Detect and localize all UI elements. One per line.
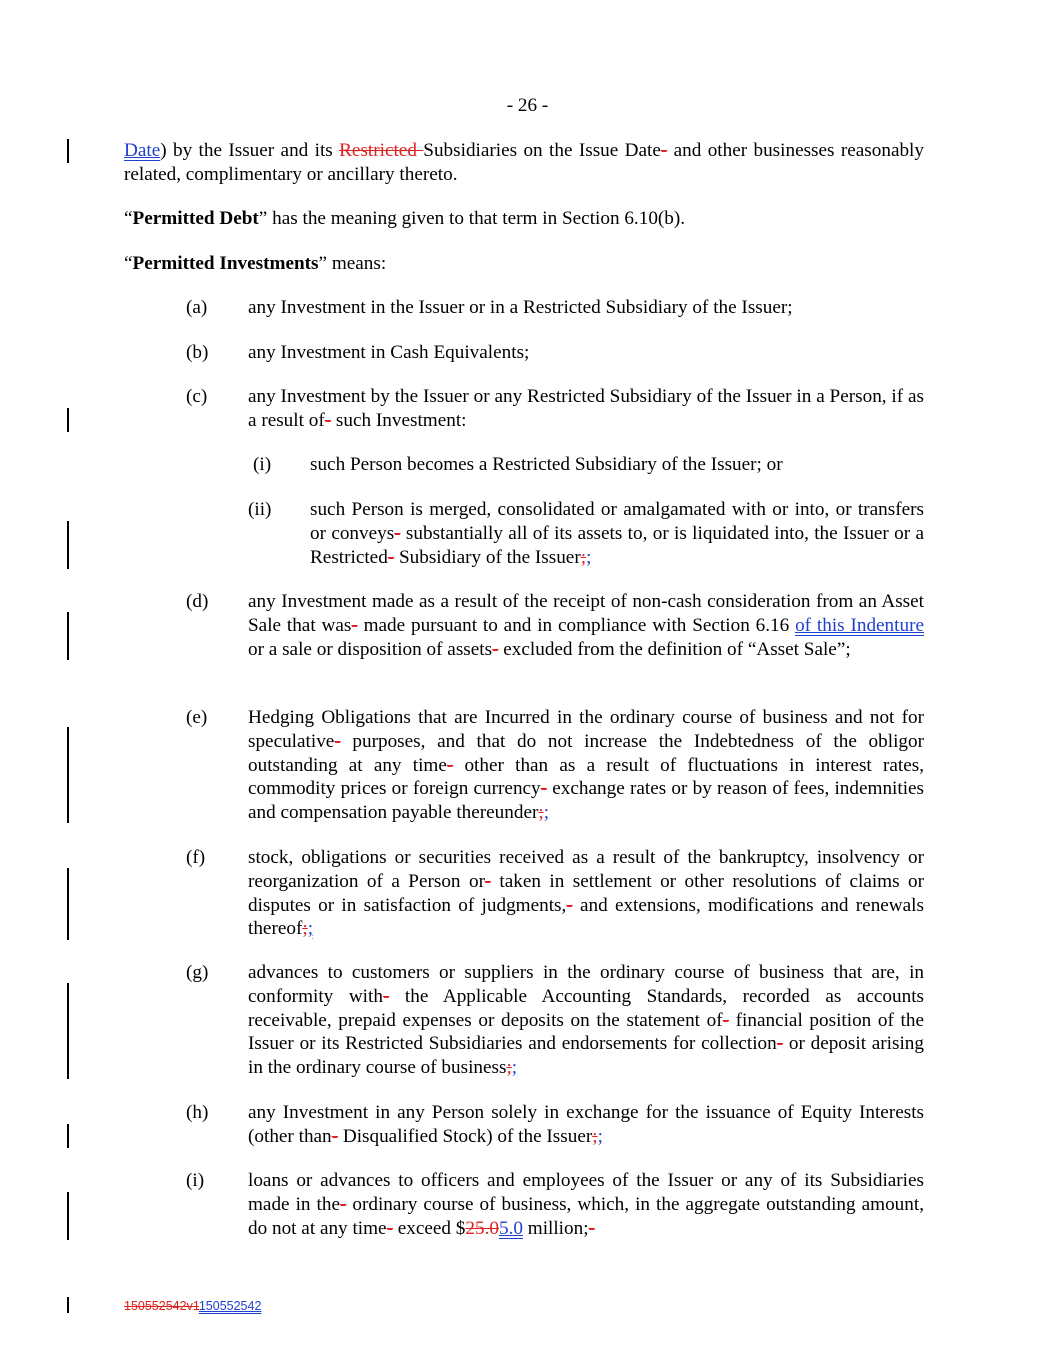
deleted-mark: - bbox=[324, 409, 332, 431]
item-text: any Investment in any Person solely in exchange for the issuance of Equity Interests (other than- Disqualified Stock) of the Issuer;; bbox=[248, 1102, 924, 1147]
deleted-mark: - bbox=[566, 894, 573, 916]
change-bar bbox=[67, 139, 69, 163]
date-link[interactable]: Date bbox=[124, 140, 161, 161]
deleted-mark: - bbox=[484, 870, 491, 892]
deleted-mark: ; bbox=[302, 918, 308, 940]
deleted-mark: - bbox=[386, 1217, 393, 1239]
inserted-doc-id: 150552542 bbox=[198, 1299, 262, 1313]
change-bar bbox=[67, 1192, 69, 1240]
inserted-mark: ; bbox=[586, 546, 592, 568]
deleted-mark: - bbox=[540, 778, 548, 800]
deleted-mark: - bbox=[776, 1033, 784, 1055]
deleted-mark: - bbox=[588, 1217, 595, 1239]
intro-paragraph: Date) by the Issuer and its Restricted Subsidiaries on the Issue Date- and other businesses reasonably related, complimentary or ancillary thereto. bbox=[124, 140, 924, 185]
deleted-mark: - bbox=[722, 1009, 730, 1031]
item-text: stock, obligations or securities received as a result of the bankruptcy, insolvency or reorganization of a Person or- taken in settlement or other resolutions of claims or disputes or in satisfaction of judgments,- and extensions, modifications and renewals thereof;; bbox=[248, 847, 924, 940]
subitem-label: (i) bbox=[253, 454, 272, 475]
item-text: any Investment made as a result of the receipt of non-cash consideration from an Asset Sale that was- made pursuant to and in compliance with Section 6.16 of this Indenture or a sale or disposition of assets- excluded from the definition of “Asset Sale”; bbox=[248, 591, 924, 660]
defined-term: Permitted Debt bbox=[132, 208, 259, 229]
inserted-mark: ; bbox=[543, 802, 550, 824]
deleted-doc-id: 150552542v1 bbox=[124, 1299, 199, 1313]
subitem-text: such Person is merged, consolidated or amalgamated with or into, or transfers or conveys- substantially all of its assets to, or is liquidated into, the Issuer or a Restricted- Subsidiary of the Issuer;; bbox=[310, 499, 924, 568]
deleted-mark: - bbox=[446, 754, 454, 776]
item-label: (e) bbox=[186, 707, 208, 728]
change-bar bbox=[67, 983, 69, 1079]
inserted-mark: ; bbox=[307, 918, 314, 940]
deleted-mark: - bbox=[660, 140, 668, 161]
item-text: Hedging Obligations that are Incurred in the ordinary course of business and not for speculative- purposes, and that do not increase the Indebtedness of the obligor outstanding at any time- other than as a result of fluctuations in interest rates, commodity prices or foreign currency- exchange rates or by reason of fees, indemnities and compensation payable thereunder;; bbox=[248, 707, 925, 824]
item-text: any Investment in Cash Equivalents; bbox=[248, 342, 530, 363]
change-bar bbox=[67, 727, 69, 823]
document-id bbox=[124, 1298, 261, 1314]
item-text: any Investment in the Issuer or in a Restricted Subsidiary of the Issuer; bbox=[248, 297, 793, 318]
deleted-mark: - bbox=[351, 614, 358, 636]
deleted-text: Restricted bbox=[339, 140, 424, 161]
change-bar bbox=[67, 1297, 69, 1313]
item-label: (i) bbox=[186, 1170, 205, 1191]
deleted-mark: - bbox=[492, 638, 499, 660]
item-label: (g) bbox=[186, 962, 209, 983]
change-bar bbox=[67, 408, 69, 432]
definition-permitted-investments: “Permitted Investments” means: bbox=[124, 253, 387, 274]
deleted-mark: ; bbox=[538, 802, 544, 824]
item-label: (c) bbox=[186, 386, 208, 407]
deleted-mark: - bbox=[394, 522, 401, 544]
deleted-mark: ; bbox=[580, 546, 587, 568]
change-bar bbox=[67, 868, 69, 940]
deleted-mark: - bbox=[331, 1125, 339, 1147]
inserted-link[interactable]: of this Indenture bbox=[795, 614, 924, 636]
inserted-mark: ; bbox=[597, 1125, 603, 1147]
item-label: (d) bbox=[186, 591, 209, 612]
deleted-mark: - bbox=[339, 1193, 347, 1215]
deleted-mark: ; bbox=[506, 1057, 512, 1079]
inserted-amount: 5.0 bbox=[498, 1217, 523, 1239]
deleted-mark: ; bbox=[592, 1125, 598, 1147]
item-label: (a) bbox=[186, 297, 208, 318]
item-label: (f) bbox=[186, 847, 206, 868]
definition-permitted-debt: “Permitted Debt” has the meaning given to that term in Section 6.10(b). bbox=[124, 208, 686, 229]
deleted-mark: - bbox=[387, 546, 395, 568]
item-text: advances to customers or suppliers in the ordinary course of business that are, in conformity with- the Applicable Accounting Standards, recorded as accounts receivable, prepaid expenses or deposits on the statement of- financial position of the Issuer or its Restricted Subsidiaries and endorsements for collection- or deposit arising in the ordinary course of business;; bbox=[248, 962, 924, 1079]
defined-term: Permitted Investments bbox=[132, 253, 319, 274]
change-bar bbox=[67, 521, 69, 569]
subitem-text: such Person becomes a Restricted Subsidiary of the Issuer; or bbox=[310, 454, 783, 475]
item-text: any Investment by the Issuer or any Restricted Subsidiary of the Issuer in a Person, if as a result of- such Investment: bbox=[248, 386, 924, 431]
item-label: (h) bbox=[186, 1102, 209, 1123]
deleted-mark: - bbox=[382, 985, 390, 1007]
item-label: (b) bbox=[186, 342, 209, 363]
item-text: loans or advances to officers and employees of the Issuer or any of its Subsidiaries made in the- ordinary course of business, which, in the aggregate outstanding amount, do not at any time- exceed $25.05.0 million;- bbox=[248, 1170, 924, 1239]
subitem-label: (ii) bbox=[248, 499, 272, 520]
page-number: - 26 - bbox=[506, 95, 549, 116]
deleted-amount: 25.0 bbox=[465, 1217, 499, 1239]
change-bar bbox=[67, 1124, 69, 1148]
deleted-mark: - bbox=[334, 730, 341, 752]
inserted-mark: ; bbox=[511, 1057, 518, 1079]
change-bar bbox=[67, 612, 69, 660]
